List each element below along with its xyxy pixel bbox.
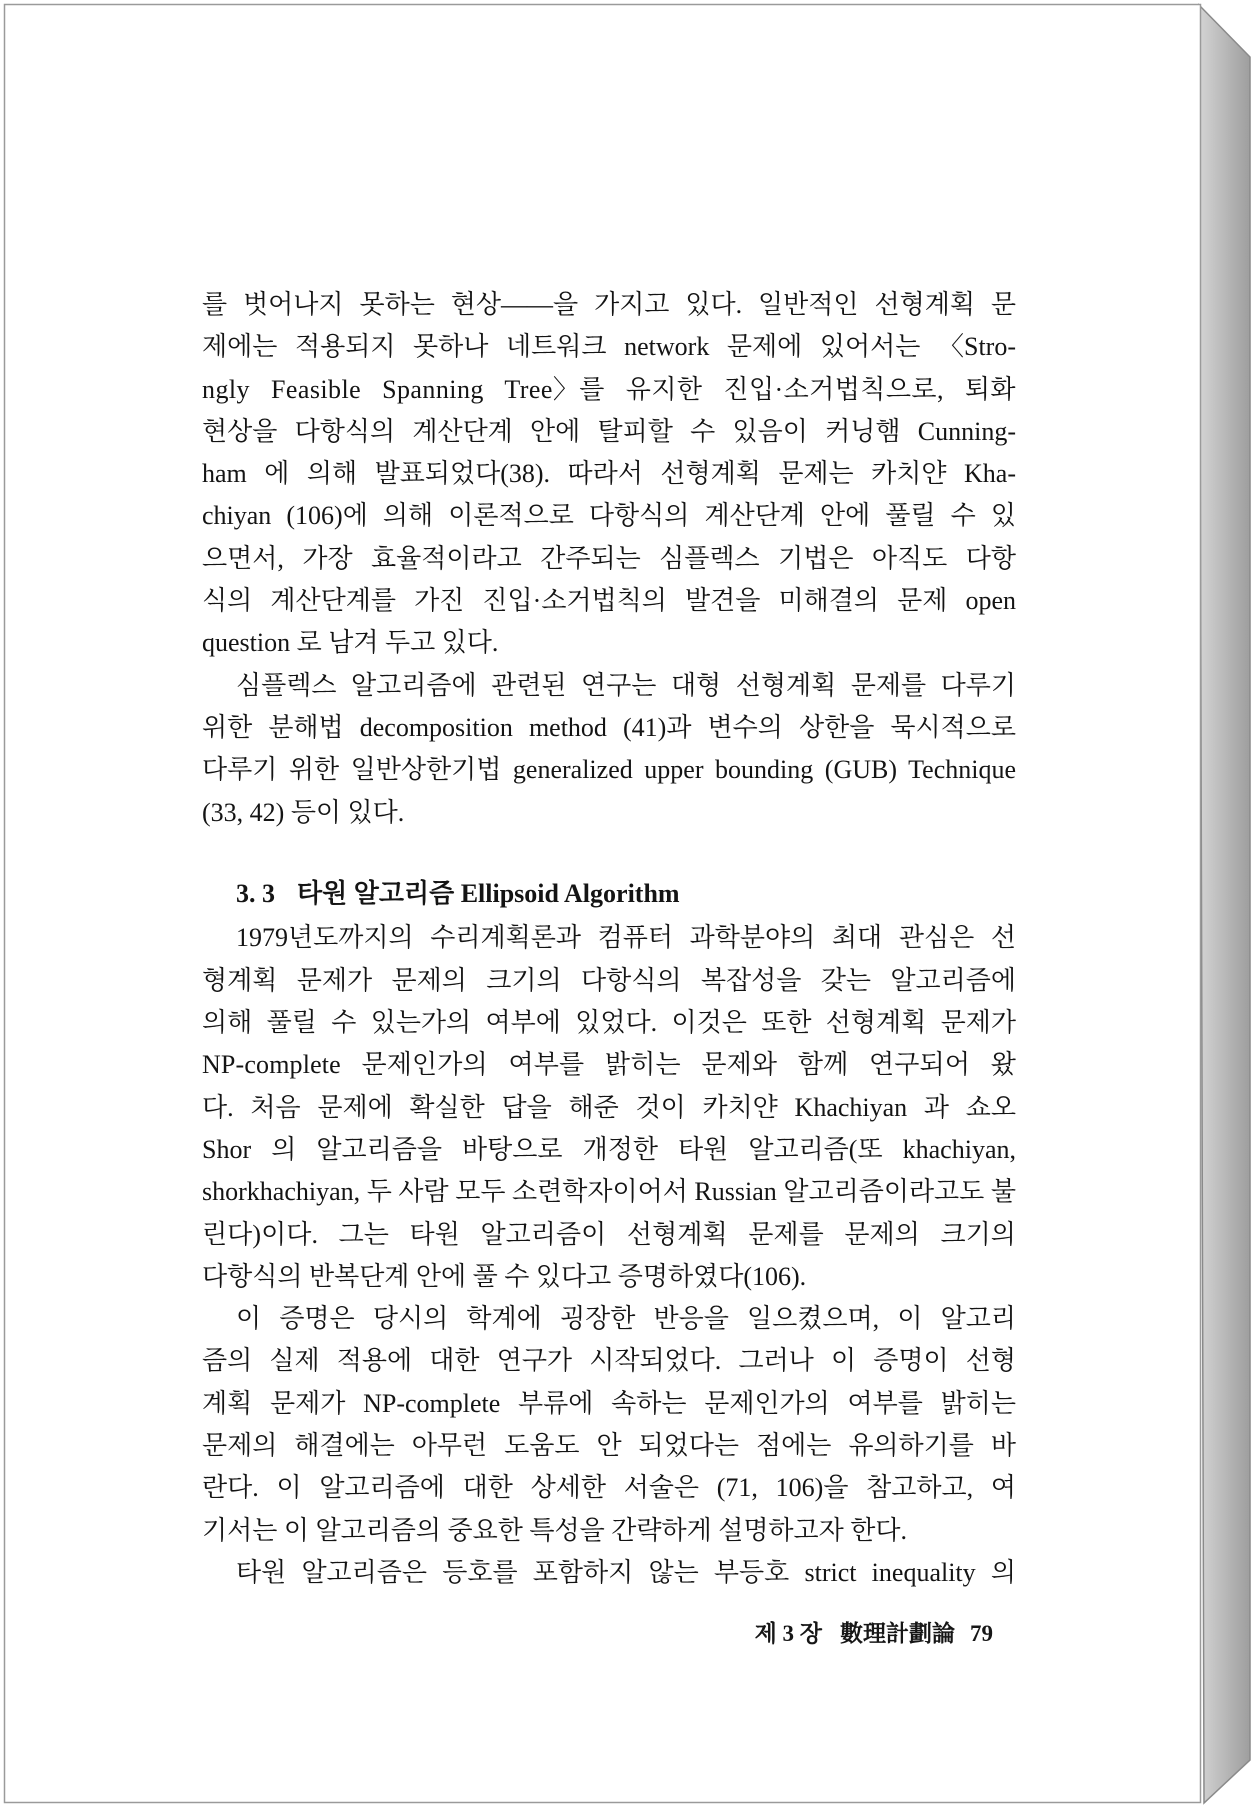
text-line: ngly Feasible Spanning Tree〉를 유지한 진입·소거법칙으로, 퇴화 — [202, 374, 1016, 404]
text-line: 타원 알고리즘은 등호를 포함하지 않는 부등호 strict inequality 의 — [236, 1557, 1016, 1587]
text-line: NP-complete 문제인가의 여부를 밝히는 문제와 함께 연구되어 왔 — [202, 1050, 1016, 1080]
text-line: 를 벗어나지 못하는 현상——을 가지고 있다. 일반적인 선형계획 문 — [202, 290, 1016, 319]
text-line: shorkhachiyan, 두 사람 모두 소련학자이어서 Russian 알고리즘이라고도 불 — [202, 1177, 1016, 1207]
book-title: 數理計劃論 — [840, 1621, 955, 1646]
text-line: 다루기 위한 일반상한기법 generalized upper bounding (GUB) Technique — [202, 755, 1016, 785]
text-line: (33, 42) 등이 있다. — [202, 797, 405, 827]
page-edge-shadow — [1199, 5, 1250, 1803]
text-line: 형계획 문제가 문제의 크기의 다항식의 복잡성을 갖는 알고리즘에 — [202, 965, 1016, 995]
text-line: 으면서, 가장 효율적이라고 간주되는 심플렉스 기법은 아직도 다항 — [202, 543, 1016, 573]
paragraph — [202, 917, 1016, 1298]
text-line: 1979년도까지의 수리계획론과 컴퓨터 과학분야의 최대 관심은 선 — [236, 923, 1016, 953]
paragraph — [202, 665, 1016, 834]
text-line: 식의 계산단계를 가진 진입·소거법칙의 발견을 미해결의 문제 open — [202, 586, 1016, 616]
paragraph — [202, 1552, 1016, 1594]
text-line: 이 증명은 당시의 학계에 굉장한 반응을 일으켰으며, 이 알고리 — [236, 1304, 1016, 1334]
text-line: 즘의 실제 적용에 대한 연구가 시작되었다. 그러나 이 증명이 선형 — [202, 1346, 1016, 1376]
section-title: 타원 알고리즘 Ellipsoid Algorithm — [297, 878, 680, 908]
text-line: 제에는 적용되지 못하나 네트워크 network 문제에 있어서는 〈Stro- — [202, 332, 1016, 362]
text-line: 심플렉스 알고리즘에 관련된 연구는 대형 선형계획 문제를 다루기 — [236, 670, 1016, 700]
text-line: 현상을 다항식의 계산단계 안에 탈피할 수 있음이 커닝햄 Cunning- — [202, 416, 1016, 446]
text-line: 기서는 이 알고리즘의 중요한 특성을 간략하게 설명하고자 한다. — [202, 1515, 908, 1545]
text-line: 란다. 이 알고리즘에 대한 상세한 서술은 (71, 106)을 참고하고, 여 — [202, 1473, 1016, 1503]
paragraph — [202, 284, 1016, 665]
running-footer — [755, 1620, 993, 1648]
text-line: 위한 분해법 decomposition method (41)과 변수의 상한을 묵시적으로 — [202, 712, 1016, 742]
text-line: 린다)이다. 그는 타원 알고리즘이 선형계획 문제를 문제의 크기의 — [202, 1219, 1016, 1249]
text-line: question 로 남겨 두고 있다. — [202, 628, 499, 658]
section-heading — [236, 873, 680, 915]
text-column — [202, 284, 1016, 1596]
page-number: 79 — [970, 1621, 993, 1646]
text-line: 계획 문제가 NP-complete 부류에 속하는 문제인가의 여부를 밝히는 — [202, 1388, 1016, 1418]
text-line: 의해 풀릴 수 있는가의 여부에 있었다. 이것은 또한 선형계획 문제가 — [202, 1008, 1016, 1038]
text-line: 문제의 해결에는 아무런 도움도 안 되었다는 점에는 유의하기를 바 — [202, 1431, 1016, 1460]
chapter-label: 제 3 장 — [754, 1621, 822, 1646]
paragraph — [202, 1298, 1016, 1552]
text-line: 다. 처음 문제에 확실한 답을 해준 것이 카치얀 Khachiyan 과 쇼오 — [202, 1092, 1016, 1122]
text-line: chiyan (106)에 의해 이론적으로 다항식의 계산단계 안에 풀릴 수 있 — [202, 501, 1016, 531]
text-line: 다항식의 반복단계 안에 풀 수 있다고 증명하였다(106). — [202, 1261, 807, 1291]
text-line: ham 에 의해 발표되었다(38). 따라서 선형계획 문제는 카치얀 Kha- — [202, 459, 1016, 489]
text-line: Shor 의 알고리즘을 바탕으로 개정한 타원 알고리즘(또 khachiyan, — [202, 1134, 1016, 1164]
section-number: 3. 3 — [236, 878, 275, 908]
